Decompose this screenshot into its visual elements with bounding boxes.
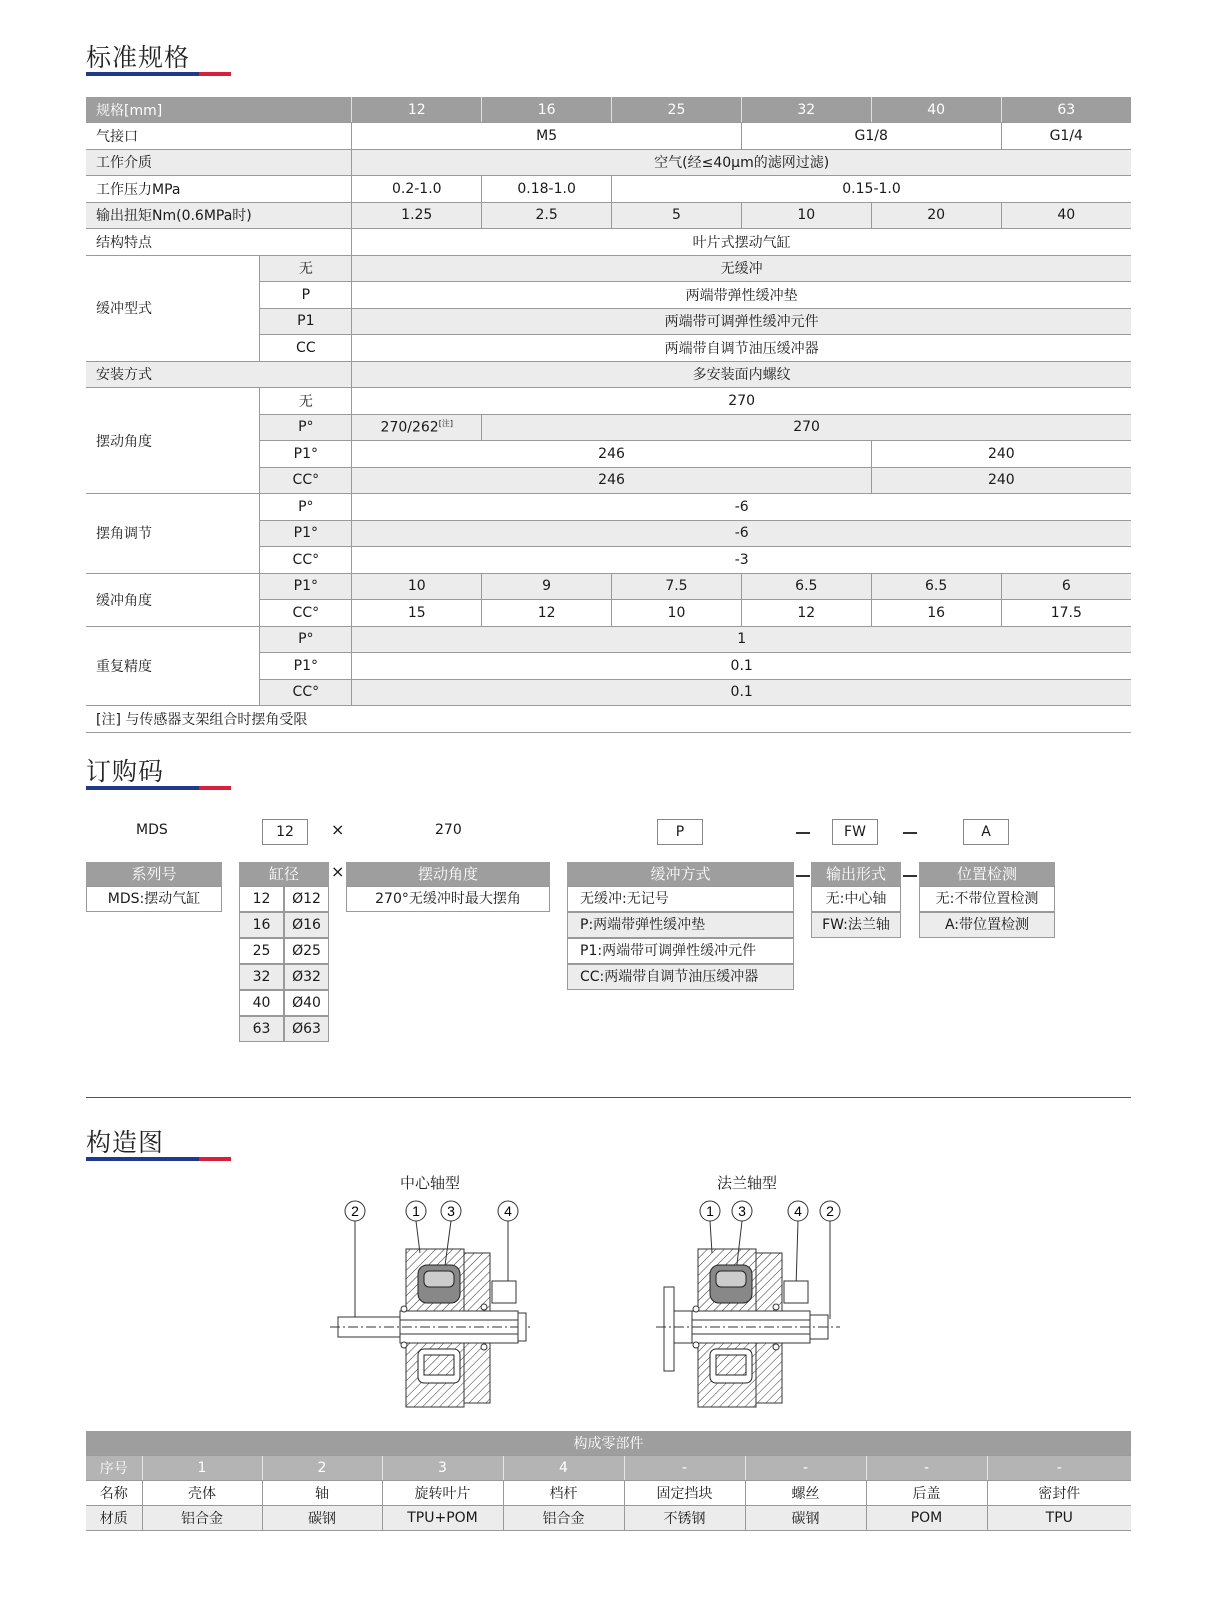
- cell-value: 5: [612, 202, 742, 229]
- order-example-times: ×: [331, 820, 345, 839]
- spec-header-size: 25: [612, 97, 742, 123]
- cell-value: 10: [612, 600, 742, 627]
- sub-label: P: [260, 282, 352, 309]
- cell-value: 40: [1001, 202, 1131, 229]
- sub-label: P1°: [260, 441, 352, 468]
- separator-dash: [796, 832, 810, 834]
- row-label: 材质: [86, 1506, 142, 1531]
- sub-label: P°: [260, 494, 352, 521]
- callout-number: 2: [826, 1203, 834, 1219]
- cell-value: 0.18-1.0: [482, 176, 612, 203]
- spec-row-mount: [86, 361, 1131, 388]
- cell-value: -6: [352, 520, 1131, 547]
- cell-value: 6.5: [871, 573, 1001, 600]
- output-option: FW:法兰轴: [811, 912, 901, 938]
- spec-header-size: 12: [352, 97, 482, 123]
- callout-circle: [700, 1201, 720, 1221]
- cell-value: 10: [741, 202, 871, 229]
- callout-circle: [732, 1201, 752, 1221]
- cell-value: 多安装面内螺纹: [352, 361, 1131, 388]
- cell-value: G1/8: [741, 123, 1001, 150]
- row-label: 名称: [86, 1481, 142, 1506]
- sub-label: P1: [260, 308, 352, 335]
- cell-value: 12: [741, 600, 871, 627]
- cell-value: 0.1: [352, 679, 1131, 706]
- cushion-option: 无缓冲:无记号: [567, 886, 794, 912]
- cell-value: G1/4: [1001, 123, 1131, 150]
- cell-value: 270: [352, 388, 1131, 415]
- part-material: 铝合金: [142, 1506, 262, 1531]
- cell-value: 246: [352, 441, 871, 468]
- spec-note-row: [86, 706, 1131, 733]
- spec-row-cushion-angle: [86, 573, 1131, 600]
- cell-value: 10: [352, 573, 482, 600]
- cell-value: 两端带可调弹性缓冲元件: [352, 308, 1131, 335]
- center-shaft-drawing: [330, 1201, 530, 1407]
- part-material: 铝合金: [503, 1506, 624, 1531]
- order-example-output: FW: [832, 819, 878, 845]
- section-divider: [86, 1097, 1131, 1098]
- part-name: 后盖: [866, 1481, 987, 1506]
- cell-value: 7.5: [612, 573, 742, 600]
- sub-label: CC°: [260, 679, 352, 706]
- callout-circle: [345, 1201, 365, 1221]
- order-example-series: MDS: [136, 822, 168, 838]
- part-name: 固定挡块: [624, 1481, 745, 1506]
- cell-value: 6: [1001, 573, 1131, 600]
- cell-value: 两端带弹性缓冲垫: [352, 282, 1131, 309]
- diagram-title-center-shaft: 中心轴型: [400, 1174, 461, 1192]
- cell-value: 1: [352, 626, 1131, 653]
- bore-code: 12: [239, 886, 284, 912]
- part-number: -: [987, 1456, 1131, 1481]
- spec-header-size: 16: [482, 97, 612, 123]
- cell-value: 0.15-1.0: [612, 176, 1131, 203]
- row-label: 结构特点: [86, 229, 352, 256]
- section-title-order: 订购码: [86, 757, 165, 786]
- cell-value: 6.5: [741, 573, 871, 600]
- row-label: 缓冲角度: [86, 573, 260, 626]
- row-label: 缓冲型式: [86, 255, 260, 361]
- parts-title-row: [86, 1431, 1131, 1456]
- footnote: [注] 与传感器支架组合时摆角受限: [86, 706, 1131, 733]
- sub-label: P1°: [260, 653, 352, 680]
- cell-value: 240: [871, 467, 1131, 494]
- parts-table: [86, 1431, 1131, 1531]
- footnote-mark: [注]: [438, 419, 453, 429]
- row-label: 安装方式: [86, 361, 352, 388]
- sub-label: P°: [260, 626, 352, 653]
- callout-number: 3: [738, 1203, 746, 1219]
- callout-number: 2: [351, 1203, 359, 1219]
- sub-label: 无: [260, 255, 352, 282]
- part-material: 碳钢: [745, 1506, 866, 1531]
- row-label: 重复精度: [86, 626, 260, 706]
- part-number: -: [866, 1456, 987, 1481]
- spec-header-size: 32: [741, 97, 871, 123]
- bore-diameter: Ø25: [284, 938, 329, 964]
- section-underline: [86, 786, 231, 790]
- output-option: 无:中心轴: [811, 886, 901, 912]
- cell-value: M5: [352, 123, 742, 150]
- part-material: 碳钢: [262, 1506, 382, 1531]
- cell-value: 20: [871, 202, 1001, 229]
- angle-header: 摆动角度: [346, 862, 550, 886]
- diagram-title-flange-shaft: 法兰轴型: [717, 1174, 778, 1192]
- spec-row-structure: [86, 229, 1131, 256]
- bore-code: 63: [239, 1016, 284, 1042]
- spec-row-medium: [86, 149, 1131, 176]
- parts-title: 构成零部件: [86, 1431, 1131, 1456]
- spec-row-repeat: [86, 626, 1131, 653]
- sub-label: P1°: [260, 520, 352, 547]
- part-number: 2: [262, 1456, 382, 1481]
- series-header: 系列号: [86, 862, 222, 886]
- callout-circle: [441, 1201, 461, 1221]
- cell-value: 270: [482, 414, 1131, 441]
- spec-row-cushion: [86, 255, 1131, 282]
- spec-header-size: 63: [1001, 97, 1131, 123]
- row-label: 工作压力MPa: [86, 176, 352, 203]
- row-label: 气接口: [86, 123, 352, 150]
- callout-number: 4: [504, 1203, 512, 1219]
- section-title-structure: 构造图: [86, 1128, 165, 1157]
- cell-text: 270/262: [380, 420, 439, 437]
- cell-value: 240: [871, 441, 1131, 468]
- angle-value: 270°无缓冲时最大摆角: [346, 886, 550, 912]
- callout-number: 1: [412, 1203, 420, 1219]
- sub-label: 无: [260, 388, 352, 415]
- callout-circle: [820, 1201, 840, 1221]
- part-name: 轴: [262, 1481, 382, 1506]
- cell-value: 0.2-1.0: [352, 176, 482, 203]
- spec-row-port: [86, 123, 1131, 150]
- cell-value: 16: [871, 600, 1001, 627]
- bore-code: 32: [239, 964, 284, 990]
- part-number: 1: [142, 1456, 262, 1481]
- separator-dash: [903, 875, 917, 877]
- cell-value: 12: [482, 600, 612, 627]
- section-underline: [86, 72, 231, 76]
- part-number: -: [624, 1456, 745, 1481]
- bore-diameter: Ø12: [284, 886, 329, 912]
- sensor-option: A:带位置检测: [919, 912, 1055, 938]
- sub-label: CC°: [260, 547, 352, 574]
- cell-value: 空气(经≤40μm的滤网过滤): [352, 149, 1131, 176]
- cell-value: 0.1: [352, 653, 1131, 680]
- bore-header: 缸径: [239, 862, 329, 886]
- callout-number: 3: [447, 1203, 455, 1219]
- part-number: -: [745, 1456, 866, 1481]
- part-name: 密封件: [987, 1481, 1131, 1506]
- bore-diameter: Ø16: [284, 912, 329, 938]
- spec-row-torque: [86, 202, 1131, 229]
- parts-number-row: [86, 1456, 1131, 1481]
- order-example-bore: 12: [262, 819, 308, 845]
- separator-dash: [903, 832, 917, 834]
- cell-value: 15: [352, 600, 482, 627]
- callout-circle: [498, 1201, 518, 1221]
- bore-diameter: Ø40: [284, 990, 329, 1016]
- spec-header-label: 规格[mm]: [86, 97, 352, 123]
- cell-value: 2.5: [482, 202, 612, 229]
- section-underline: [86, 1157, 231, 1161]
- part-material: POM: [866, 1506, 987, 1531]
- sensor-option: 无:不带位置检测: [919, 886, 1055, 912]
- cell-value: -3: [352, 547, 1131, 574]
- section-title-spec: 标准规格: [86, 43, 191, 72]
- bore-diameter: Ø32: [284, 964, 329, 990]
- part-name: 旋转叶片: [382, 1481, 503, 1506]
- cushion-option: P:两端带弹性缓冲垫: [567, 912, 794, 938]
- spec-row-adjust: [86, 494, 1131, 521]
- order-example-cushion: P: [657, 819, 703, 845]
- cushion-header: 缓冲方式: [567, 862, 794, 886]
- callout-circle: [406, 1201, 426, 1221]
- sensor-header: 位置检测: [919, 862, 1055, 886]
- spec-row-pressure: [86, 176, 1131, 203]
- cell-value: 两端带自调节油压缓冲器: [352, 335, 1131, 362]
- output-header: 输出形式: [811, 862, 901, 886]
- sub-label: CC°: [260, 467, 352, 494]
- cell-value: 无缓冲: [352, 255, 1131, 282]
- separator-dash: [796, 875, 810, 877]
- row-label: 摆角调节: [86, 494, 260, 574]
- sub-label: P1°: [260, 573, 352, 600]
- row-label: 工作介质: [86, 149, 352, 176]
- part-name: 螺丝: [745, 1481, 866, 1506]
- part-material: 不锈钢: [624, 1506, 745, 1531]
- parts-material-row: [86, 1506, 1131, 1531]
- order-example-sensor: A: [963, 819, 1009, 845]
- sub-label: CC°: [260, 600, 352, 627]
- part-name: 档杆: [503, 1481, 624, 1506]
- structure-diagram: [320, 1195, 880, 1415]
- bore-code: 16: [239, 912, 284, 938]
- cell-value: 17.5: [1001, 600, 1131, 627]
- cell-value: 246: [352, 467, 871, 494]
- parts-name-row: [86, 1481, 1131, 1506]
- row-label: 输出扭矩Nm(0.6MPa时): [86, 202, 352, 229]
- bore-diameter: Ø63: [284, 1016, 329, 1042]
- bore-code: 40: [239, 990, 284, 1016]
- part-name: 壳体: [142, 1481, 262, 1506]
- cushion-option: CC:两端带自调节油压缓冲器: [567, 964, 794, 990]
- cell-value: [352, 414, 482, 441]
- part-material: TPU+POM: [382, 1506, 503, 1531]
- sub-label: CC: [260, 335, 352, 362]
- sub-label: P°: [260, 414, 352, 441]
- flange-shaft-drawing: [656, 1201, 840, 1407]
- bore-code: 25: [239, 938, 284, 964]
- callout-circle: [788, 1201, 808, 1221]
- part-number: 4: [503, 1456, 624, 1481]
- part-number: 3: [382, 1456, 503, 1481]
- cell-value: 叶片式摆动气缸: [352, 229, 1131, 256]
- callout-number: 4: [794, 1203, 802, 1219]
- row-label: 序号: [86, 1456, 142, 1481]
- spec-header-size: 40: [871, 97, 1001, 123]
- order-times-sign: ×: [331, 862, 345, 881]
- spec-row-swing: [86, 388, 1131, 415]
- series-value: MDS:摆动气缸: [86, 886, 222, 912]
- order-example-angle: 270: [435, 822, 462, 838]
- cell-value: -6: [352, 494, 1131, 521]
- cushion-option: P1:两端带可调弹性缓冲元件: [567, 938, 794, 964]
- cell-value: 9: [482, 573, 612, 600]
- cell-value: 1.25: [352, 202, 482, 229]
- part-material: TPU: [987, 1506, 1131, 1531]
- spec-table: [86, 97, 1131, 733]
- spec-header-row: [86, 97, 1131, 123]
- callout-number: 1: [706, 1203, 714, 1219]
- row-label: 摆动角度: [86, 388, 260, 494]
